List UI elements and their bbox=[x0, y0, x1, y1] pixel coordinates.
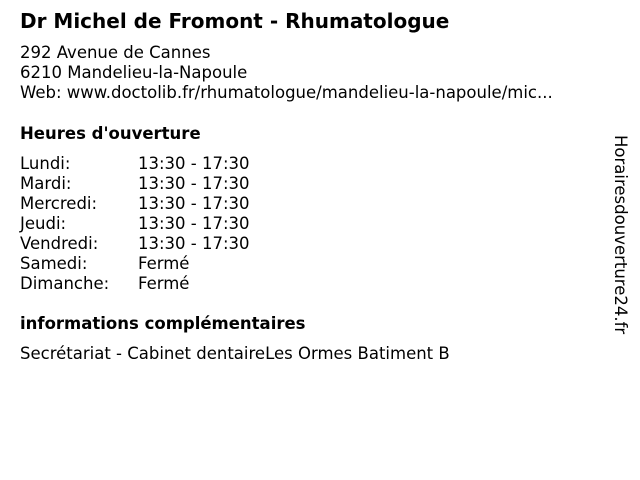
hours-row-mercredi bbox=[20, 194, 250, 214]
address-block bbox=[20, 43, 553, 103]
day-label: Dimanche: bbox=[20, 274, 110, 293]
additional-info-heading: informations complémentaires bbox=[20, 314, 306, 333]
day-label: Samedi: bbox=[20, 254, 88, 273]
day-label: Lundi: bbox=[20, 154, 71, 173]
time-value: 13:30 - 17:30 bbox=[138, 194, 250, 213]
hours-row-dimanche bbox=[20, 274, 250, 294]
additional-info-text: Secrétariat - Cabinet dentaireLes Ormes Batiment B bbox=[20, 344, 450, 363]
opening-hours-table bbox=[20, 154, 250, 294]
day-label: Vendredi: bbox=[20, 234, 99, 253]
hours-row-jeudi bbox=[20, 214, 250, 234]
time-value: Fermé bbox=[138, 254, 190, 273]
hours-row-vendredi bbox=[20, 234, 250, 254]
opening-hours-heading: Heures d'ouverture bbox=[20, 124, 201, 143]
address-street: 292 Avenue de Cannes bbox=[20, 43, 211, 62]
hours-row-mardi bbox=[20, 174, 250, 194]
time-value: 13:30 - 17:30 bbox=[138, 234, 250, 253]
time-value: Fermé bbox=[138, 274, 190, 293]
hours-row-lundi bbox=[20, 154, 250, 174]
page-title: Dr Michel de Fromont - Rhumatologue bbox=[20, 9, 450, 33]
day-label: Mardi: bbox=[20, 174, 72, 193]
website-line: Web: www.doctolib.fr/rhumatologue/mandelieu-la-napoule/mic... bbox=[20, 83, 553, 102]
time-value: 13:30 - 17:30 bbox=[138, 214, 250, 233]
day-label: Mercredi: bbox=[20, 194, 98, 213]
hours-row-samedi bbox=[20, 254, 250, 274]
day-label: Jeudi: bbox=[20, 214, 67, 233]
time-value: 13:30 - 17:30 bbox=[138, 154, 250, 173]
site-watermark: Horairesdouverture24.fr bbox=[611, 135, 630, 335]
address-city: 6210 Mandelieu-la-Napoule bbox=[20, 63, 248, 82]
time-value: 13:30 - 17:30 bbox=[138, 174, 250, 193]
